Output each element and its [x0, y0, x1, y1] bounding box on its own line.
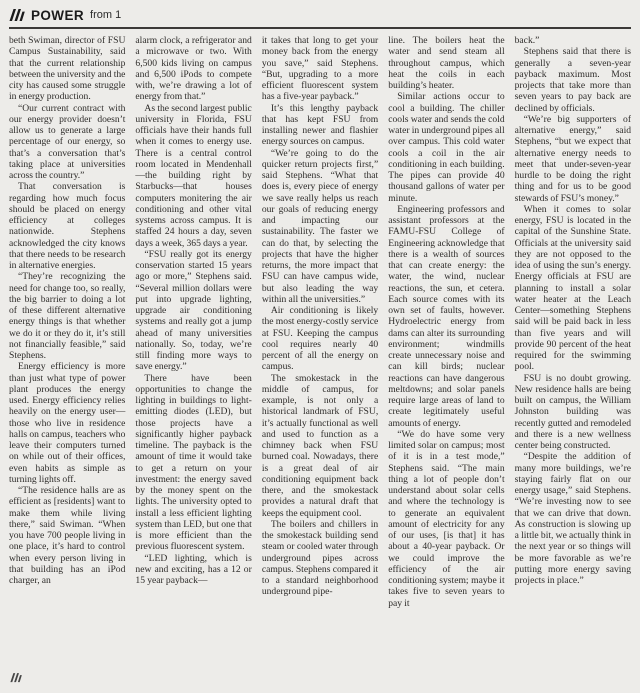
paragraph: beth Swiman, director of FSU Campus Sustainability, said that the current relationship between the university and the city has caused some struggle in energy production. — [9, 35, 126, 103]
paragraph: That conversation is regarding how much focus should be placed on energy efficiency at colleges nationwide. Stephens acknowledged the city knows that there needs to be research in alternative energies. — [9, 181, 126, 271]
paragraph: “They’re recognizing the need for change too, so really, the big barrier to doing a lot of these different alternative energy things is that whether we do it or they do it, it’s still not financially feasible,” said Stephens. — [9, 271, 126, 361]
flambeau-end-mark-icon — [10, 670, 22, 688]
paragraph: “Despite the addition of many more buildings, we’re staying fairly flat on our energy usage,” said Stephens. “We’re investing now to see that we can drive that down. As construction is slowing up a little bit, we actually think in the next year or so things will be more favorable as we’re putting more energy saving projects in place.” — [514, 451, 631, 586]
jump-headline: POWER — [31, 7, 85, 23]
header-rule — [9, 27, 631, 29]
paragraph: line. The boilers heat the water and send steam all throughout campus, which heat the coils in each building’s heater. — [388, 35, 505, 91]
paragraph: “LED lighting, which is new and exciting, has a 12 or 15 year payback— — [135, 552, 252, 586]
column-4 — [388, 35, 504, 689]
paragraph: Stephens said that there is generally a seven-year payback maximum. Most projects that take more than seven years to pay back are declined by officials. — [514, 46, 631, 114]
paragraph: “We’re going to do the quicker return projects first,” said Stephens. “What that does is, every piece of energy we save really helps us reach our goals of reducing energy and impacting our sustainability. The faster we can do that, by selecting the projects that have the higher returns, the more impact that FSU can have campus wide, but also leading the way within all the universities.” — [261, 147, 379, 305]
paragraph: alarm clock, a refrigerator and a microwave or two. With 6,500 kids living on campus and 6,500 iPods to compete with, we’re drawing a lot of energy from that.” — [135, 35, 252, 103]
paragraph: “We do have some very limited solar on campus; most of it is in a test mode,” Stephens said. “The main thing a lot of people don’t understand about solar cells and where the technology is to generate an equivalent amount of electricity for any of our uses, [is that] it has about a 40-year payback. Or we could improve the efficiency of the air conditioning system; maybe it takes five to seven years to pay it — [388, 428, 505, 609]
paragraph: Similar actions occur to cool a building. The chiller cools water and sends the cold water in underground pipes all over campus. This cold water cools a coil in the air conditioning in each building. The pipes can provide 40 thousand gallons of water per minute. — [388, 91, 505, 204]
paragraph: back.” — [514, 35, 540, 46]
column-3 — [262, 35, 378, 689]
paragraph: There have been opportunities to change the lighting in buildings to light-emitting diodes (LED), but those projects have a significantly higher payback timeline. The payback is the amount of time it would take to get a return on your investment: the energy saved by the money spent on the lights. The university opted to install a less efficient lighting system than LED, but one that is more efficient than the previous fluorescent system. — [135, 372, 252, 553]
paragraph: Energy efficiency is more than just what type of power plant produces the energy used. Energy efficiency relies heavily on the energy user—those who live in residence halls on campus, teachers who leave their computers turned on while out of their offices, even habits as simple as turning lights off. — [9, 361, 126, 485]
article-jump-header — [9, 6, 631, 24]
paragraph: The smokestack in the middle of campus, for example, is not only a historical landmark of FSU, it’s actually functional as well and used to function as a chimney back when FSU burned coal. Nowadays, there is a great deal of air conditioning equipment back there, and the smokestack provides a natural draft that keeps the equipment cool. — [261, 372, 379, 519]
paragraph: “Our current contract with our energy provider doesn’t allow us to generate a large percentage of our energy, so that’s a conversation that’s taking place at universities across the country.” — [9, 102, 126, 181]
paragraph: it takes that long to get your money back from the energy you save,” said Stephens. “But, upgrading to a more efficient fluorescent system has a five-year payback.” — [261, 35, 379, 103]
column-5 — [515, 35, 631, 689]
paragraph: The boilers and chillers in the smokestack building send steam or cooled water through underground pipes across campus. Stephens compared it to a standard neighborhood underground pipe- — [261, 518, 379, 598]
paragraph: “The residence halls are as efficient as [residents] want to make them while living there,” said Swiman. “When you have 700 people living in one place, it’s hard to control when every person living in that building has an iPod charger, an — [9, 485, 126, 586]
paragraph: It’s this lengthy payback that has kept FSU from installing newer and flashier energy sources on campus. — [261, 102, 379, 148]
paragraph: “FSU really got its energy conservation started 15 years ago or more,” Stephens said. “Several million dollars were put into upgrade lighting, upgrade air conditioning systems and really got a jump ahead of many universities nationally. So, today, we’re still finding more ways to save energy.” — [135, 248, 252, 373]
jump-from-label: from 1 — [90, 9, 122, 21]
paragraph: Engineering professors and assistant professors at the FAMU-FSU College of Engineering acknowledge that there is a wealth of sources that can create energy: the water, the wind, nuclear reactions, the sun, et cetera. Each source comes with its own set of faults, however. Hydroelectric energy from dams can alter its surrounding environment; windmills create unnecessary noise and can kill birds; nuclear reactions can have dangerous meltdowns; and solar panels require large areas of land to create legitimately useful amounts of energy. — [388, 203, 505, 429]
paragraph: “We’re big supporters of alternative energy,” said Stephens, “but we expect that alternative energy needs to meet that under-seven-year hurdle to be doing the right thing and for us to be good stewards of FSU’s money.” — [514, 113, 631, 204]
paragraph: When it comes to solar energy, FSU is located in the capital of the Sunshine State. Officials at the university said they are not opposed to the idea of using the sun’s energy. Energy officials at FSU are planning to install a solar water heater at the Leach Center—something Stephens said will be paid back in less than five years and will provide 90 percent of the heat required for the swimming pool. — [514, 203, 631, 373]
paragraph: As the second largest public university in Florida, FSU officials have their hands full when it comes to energy use. There is a central control room located in Mendenhall—the building right by Starbucks—that houses computers monitering the air conditioning and other vital systems across campus. It is staffed 24 hours a day, seven days a week, 365 days a year. — [135, 102, 252, 249]
paragraph: FSU is no doubt growing. New residence halls are being built on campus, the William Johnston building was recently gutted and remodeled and there is a new wellness center being constructed. — [514, 372, 631, 451]
column-2 — [135, 35, 251, 689]
flambeau-slash-mark-icon — [9, 9, 25, 22]
article-body — [9, 35, 631, 689]
paragraph: Air conditioning is likely the most energy-costly service at FSU. Keeping the campus cool requires nearly 40 percent of all the energy on campus. — [261, 305, 379, 373]
column-1 — [9, 35, 125, 689]
